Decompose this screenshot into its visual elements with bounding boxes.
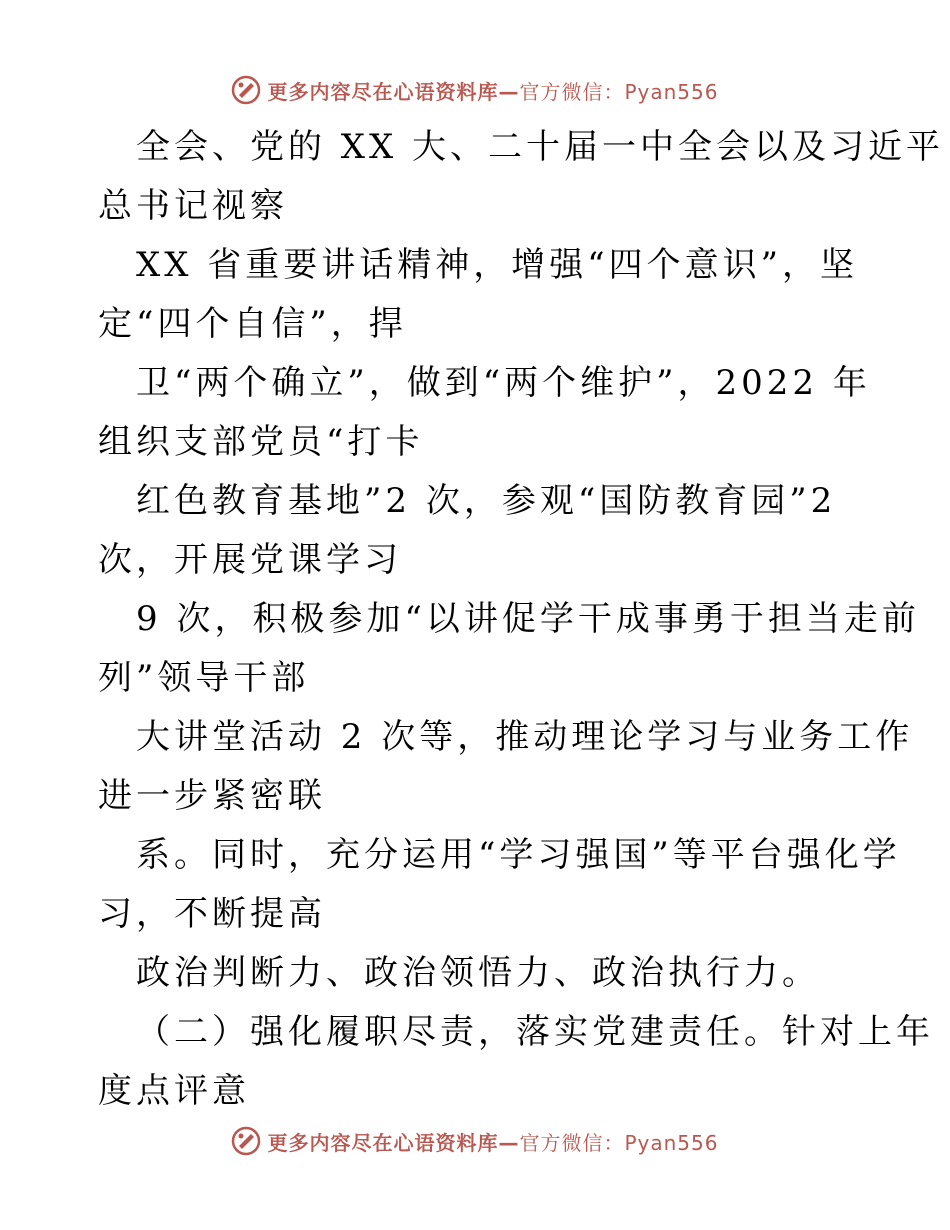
footer-text-main: 更多内容尽在心语资料库 [267, 1130, 499, 1155]
text-line: 组织支部党员“打卡 [98, 422, 424, 462]
text-line: （二）强化履职尽责，落实党建责任。针对上年 [136, 1012, 934, 1052]
footer-watermark [0, 1121, 950, 1161]
text-line: XX 省重要讲话精神，增强“四个意识”，坚 [136, 245, 858, 285]
header-watermark [0, 70, 950, 110]
text-line: 全会、党的 XX 大、二十届一中全会以及习近平 [136, 127, 945, 167]
red-seal-logo-icon [231, 1126, 261, 1156]
red-seal-logo-icon [231, 75, 261, 105]
text-line: 大讲堂活动 2 次等，推动理论学习与业务工作 [136, 717, 914, 757]
text-line: 政治判断力、政治领悟力、政治执行力。 [136, 953, 820, 993]
text-line: 进一步紧密联 [98, 776, 326, 816]
footer-text-wechat: 官方微信：Pyan556 [519, 1130, 719, 1155]
text-line: 卫“两个确立”，做到“两个维护”，2022 年 [136, 363, 871, 403]
text-line: 红色教育基地”2 次，参观“国防教育园”2 [136, 481, 837, 521]
header-text-main: 更多内容尽在心语资料库 [267, 79, 499, 104]
footer-text [267, 1127, 718, 1156]
text-line: 次，开展党课学习 [98, 540, 402, 580]
document-body [98, 118, 945, 1121]
header-text [267, 76, 718, 105]
text-line: 总书记视察 [98, 186, 288, 226]
text-line: 习，不断提高 [98, 894, 326, 934]
text-line: 列”领导干部 [98, 658, 310, 698]
text-line: 9 次，积极参加“以讲促学干成事勇于担当走前 [136, 599, 920, 639]
text-line: 度点评意 [98, 1071, 250, 1111]
text-line: 系。同时，充分运用“学习强国”等平台强化学 [136, 835, 901, 875]
text-line: 定“四个自信”，捍 [98, 304, 407, 344]
header-text-wechat: 官方微信：Pyan556 [519, 79, 719, 104]
footer-text-sep: — [498, 1130, 520, 1155]
header-text-sep: — [498, 79, 520, 104]
